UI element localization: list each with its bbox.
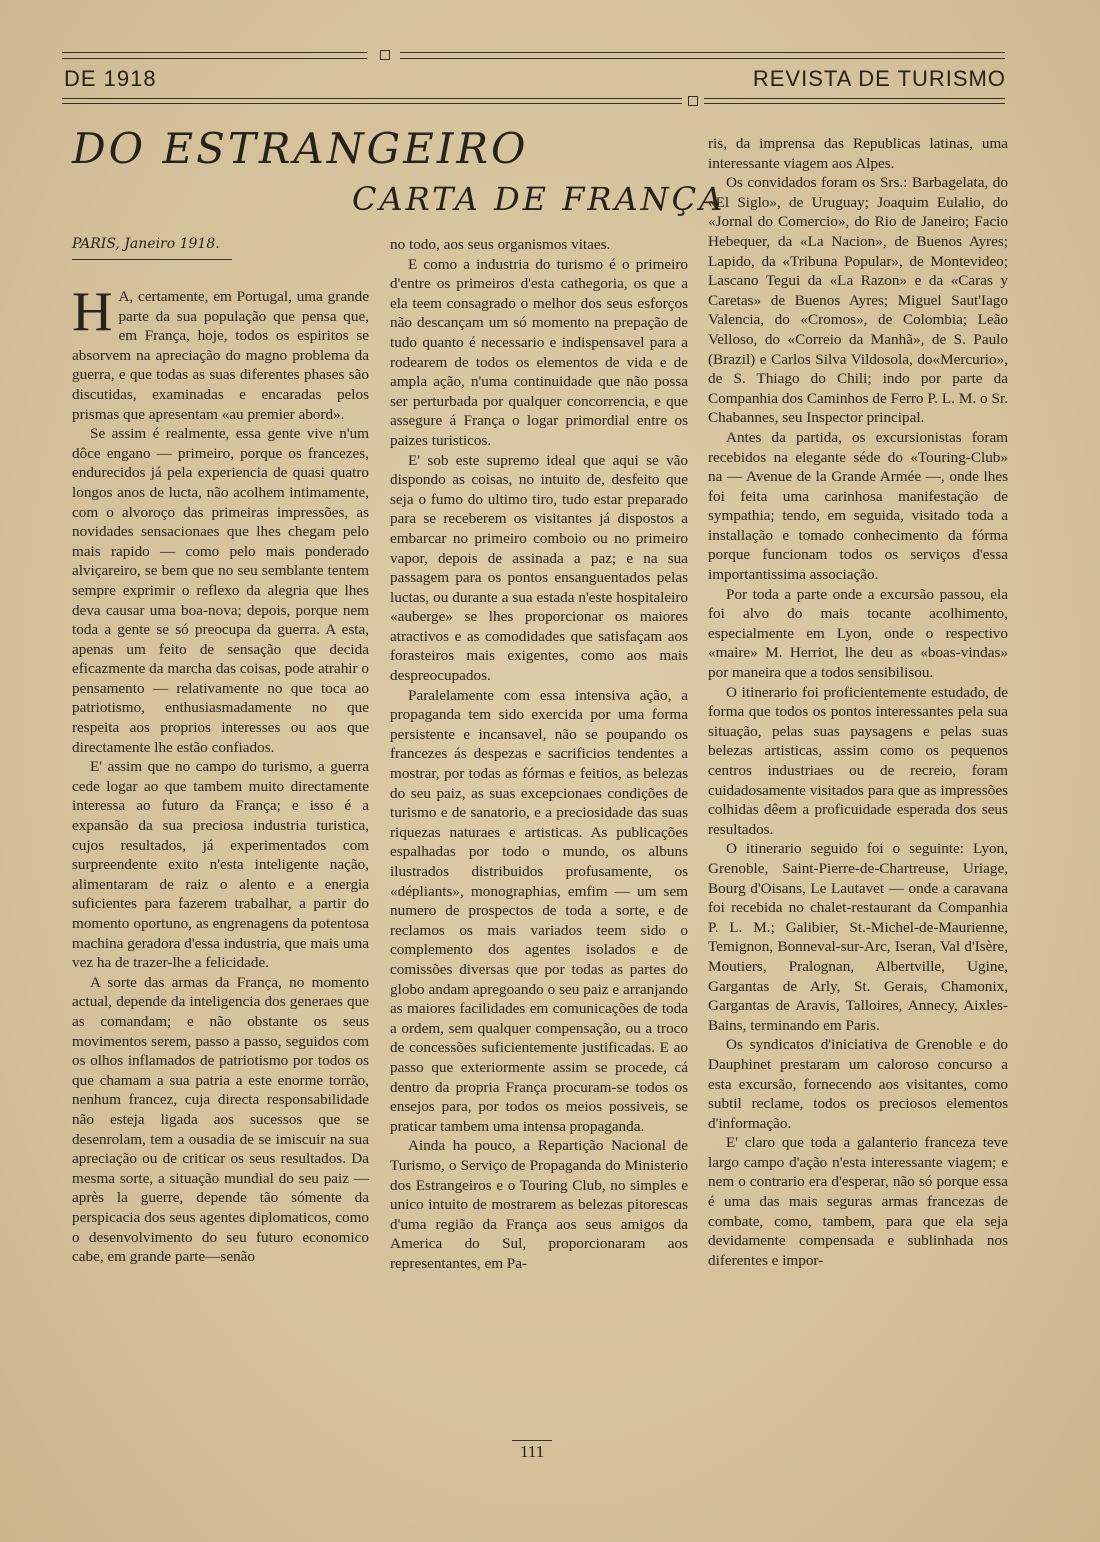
top-rule-right — [400, 52, 1005, 59]
paragraph: E' claro que toda a galanterio franceza teve largo campo d'ação n'esta interessante viagem; e nem o contrario era d'esperar, não só porque essa é uma das mais seguras armas francezas de combate, como, tambem, para que ela seja devidamente compensada e sublinhada nos diferentes e impor- — [708, 1134, 1008, 1269]
paragraph: Ainda ha pouco, a Repartição Nacional de Turismo, o Serviço de Propaganda do Ministerio dos Estrangeiros e o Touring Club, no simples e unico intuito de mostrarem as belezas pitorescas d'uma região da França aos seus amigos da America do Sul, proporcionaram aos representantes, em Pa- — [390, 1137, 688, 1272]
article-column-2 — [390, 235, 688, 1273]
drop-cap: H — [72, 281, 113, 343]
top-rule-left — [62, 52, 367, 59]
paragraph: Antes da partida, os excursionistas foram recebidos na elegante séde do «Touring-Club» na — Avenue de la Grande Armée —, onde lhes foi feita uma carinhosa manifestação de sympathia; tendo, em seguida, visitado toda a installação e tomado conhecimento da fórma porque funcionam todos os serviços d'essa importantissima associação. — [708, 428, 1008, 584]
paragraph: Se assim é realmente, essa gente vive n'um dôce engano — primeiro, porque os francezes, endurecidos já pela experiencia de quasi quatro longos anos de lucta, não acolhem intimamente, com o alvoroço das primeiras impressões, as novidades sensacionaes que lhes chegam pelo mais rapido — como pelo mais ponderado alviçareiro, se bem que no seu semblante tentem sempre exprimir o reflexo da alegria que lhes deva causar uma boa-nova; depois, porque nem toda a gente se só preocupa da guerra. A esta, apenas um feito de sensação que decida eficazmente da marcha das coisas, pode atrahir o pensamento — relativamente no que toca ao patriotismo, enthusiasmadamente no que respeita aos proprios interesses ou aos que directamente lhe estão confiados. — [72, 425, 369, 756]
paragraph: O itinerario foi proficientemente estudado, de forma que todos os pontos interessantes pela sua situação, pelas suas paysagens e pelas suas belezas artisticas, assim como os pequenos centros industriaes ou de recreio, foram cuidadosamente visitados para que as impressões colhidas dêem a proficuidade esperada dos seus resultados. — [708, 683, 1008, 838]
dateline: PARIS, Janeiro 1918. — [72, 236, 220, 252]
paragraph: Os convidados foram os Srs.: Barbagelata, do «El Siglo», de Uruguay; Joaquim Eulalio, do «Jornal do Comercio», do Rio de Janeiro; Facio Hebequer, da «La Nacion», de Buenos Ayres; Lapido, da «Tribuna Popular», de Montevideo; Lascano Tegui da «La Razon» e da «Caras y Caretas» de Buenos Ayres; Miguel Saut'Iago Valencia, do «Cromos», de Colombia; Leão Velloso, do «Correio da Manhã», de S. Paulo (Brazil) e Carlos Silva Vildosola, do«Mercurio», de S. Thiago do Chili; indo por parte da Companhia dos Caminhos de Ferro P. L. M. o Sr. Chabannes, seu Inspector principal. — [708, 174, 1008, 427]
page-number-rule — [512, 1440, 552, 1441]
paragraph: O itinerario seguido foi o seguinte: Lyon, Grenoble, Saint-Pierre-de-Chartreuse, Uriage, Bourg d'Oisans, Le Lautavet — onde a caravana foi recebida no chalet-restaurant da Companhia P. L. M.; Galibier, St.-Michel-de-Maurienne, Temignon, Bonneval-sur-Arc, Iseran, Val d'Isère, Moutiers, Pralognan, Albertville, Ugine, Gargantas de Arly, St. Gerais, Chamonix, Gargantas de Aravis, Talloires, Annecy, Aixles-Bains, terminando em Paris. — [708, 840, 1008, 1034]
header-rule-left — [62, 98, 682, 104]
paragraph: E' sob este supremo ideal que aqui se vão dispondo as coisas, no intuito de, desfeito que seja o fumo do ultimo tiro, tudo estar preparado para se receberem os visitantes já dispostos a embarcar no primeiro comboio ou no primeiro vapor, depois de assinada a paz; e na sua passagem para os pontos ensanguentados pelas luctas, ou durante a sua estada n'este hospitaleiro «auberge» se lhes proporcionar os maiores atractivos e as comodidades que satisfaçam aos forasteiros mais exigentes, como aos mais despreocupados. — [390, 451, 688, 685]
paragraph: E' assim que no campo do turismo, a guerra cede logar ao que tambem muito directamente interessa ao futuro da França; e isso é a expansão da sua preciosa industria turistica, cujos resultados, já experimentados com surpreendente exito n'esta inteligente nação, alimentaram de raiz o alento e a energia suficientes para fazerem trabalhar, a partir do momento oportuno, as engrenagens da potentosa machina geradora d'essa industria, que mais uma vez ha de trazer-lhe a felicidade. — [72, 758, 369, 972]
article-column-3 — [708, 134, 1008, 1270]
article-subtitle: CARTA DE FRANÇA — [352, 180, 726, 218]
paragraph: E como a industria do turismo é o primeiro d'entre os primeiros d'esta cathegoria, os que a ela teem consagrado o melhor dos seus esforços não descançam um só momento na prepação de tudo quanto é necessario e indispensavel para a rodearem de todos os elementos de vida e de ampla ação, n'uma continuidade que não possa ser perturbada por qualquer concorrencia, e que assegure á França o logar primordial entre os paizes turisticos. — [390, 255, 688, 449]
paragraph: H A, certamente, em Portugal, uma grande parte da sua população que pensa que, em França, hoje, todos os espiritos se absorvem na apreciação do magno problema da guerra, e que todas as suas diferentes phases são discutidas, examinadas e encaradas pelos prismas que apresentam «au premier abord». — [72, 281, 369, 423]
dateline-rule — [72, 259, 232, 260]
ornament-square-top — [380, 50, 390, 60]
paragraph: ris, da imprensa das Republicas latinas, uma interessante viagem aos Alpes. — [708, 135, 1008, 172]
paragraph: Paralelamente com essa intensiva ação, a propaganda tem sido exercida por uma forma persistente e incansavel, não se poupando os francezes ás despezas e sacrificios tendentes a mostrar, por todas as fórmas e feitios, as belezas do seu paiz, as suas excepcionaes condições de turismo e de sanatorio, e a preciosidade das suas riquezas naturaes e artisticas. As publicações espalhadas por todo o mundo, os albuns ilustrados distribuidos profusamente, os «dépliants», monographias, emfim — um sem numero de prospectos de toda a sorte, e de reclamos os mais variados teem sido o complemento dos agentes isolados e de comissões diversas que por todas as partes do globo andam apregoando o seu paiz e arranjando as maiores facilidades em comunicações de toda a ordem, sem qualquer compensação, ou a troco de concessões suficientemente justificadas. E ao passo que exteriormente assim se procede, cá dentro da propria França procuram-se todos os ensejos para, por todos os meios possiveis, se praticar tambem uma intensa propaganda. — [390, 686, 688, 1135]
article-column-1 — [72, 281, 369, 1267]
ornament-square-header — [688, 96, 698, 106]
header-rule-right — [704, 98, 1005, 104]
header-magazine-title: REVISTA DE TURISMO — [752, 66, 1006, 91]
paragraph: A sorte das armas da França, no momento actual, depende da inteligencia dos generaes que as comandam; e não obstante os seus movimentos serem, passo a passo, seguidos com os olhos inflamados de patriotismo por todos os que chamam a sua patria a este enorme torrão, nenhum francez, cuja directa responsabilidade não esteja ligada aos sucessos que se desenrolam, tem a ousadia de se imiscuir na sua apreciação ou de criticar os seus resultados. Da mesma sorte, a situação mundial do seu paiz — après la guerre, depende tão sómente da perspicacia dos seus agentes diplomaticos, como o desenvolvimento do seu futuro economico cabe, em grande parte—senão — [72, 973, 369, 1266]
page-number: 111 — [520, 1442, 545, 1461]
header-year: DE 1918 — [64, 66, 157, 91]
section-title: DO ESTRANGEIRO — [72, 124, 529, 173]
paragraph: no todo, aos seus organismos vitaes. — [390, 236, 611, 253]
paragraph: Por toda a parte onde a excursão passou, ela foi alvo do mais tocante acolhimento, especialmente em Lyon, onde o respectivo «maire» M. Herriot, lhe deu as «boas-vindas» por maneira que a todos sensibilisou. — [708, 585, 1008, 682]
paragraph: Os syndicatos d'iniciativa de Grenoble e do Dauphinet prestaram um caloroso concurso a esta excursão, fornecendo aos visitantes, como subtil reclame, todos os preciosos elementos d'informação. — [708, 1036, 1008, 1132]
